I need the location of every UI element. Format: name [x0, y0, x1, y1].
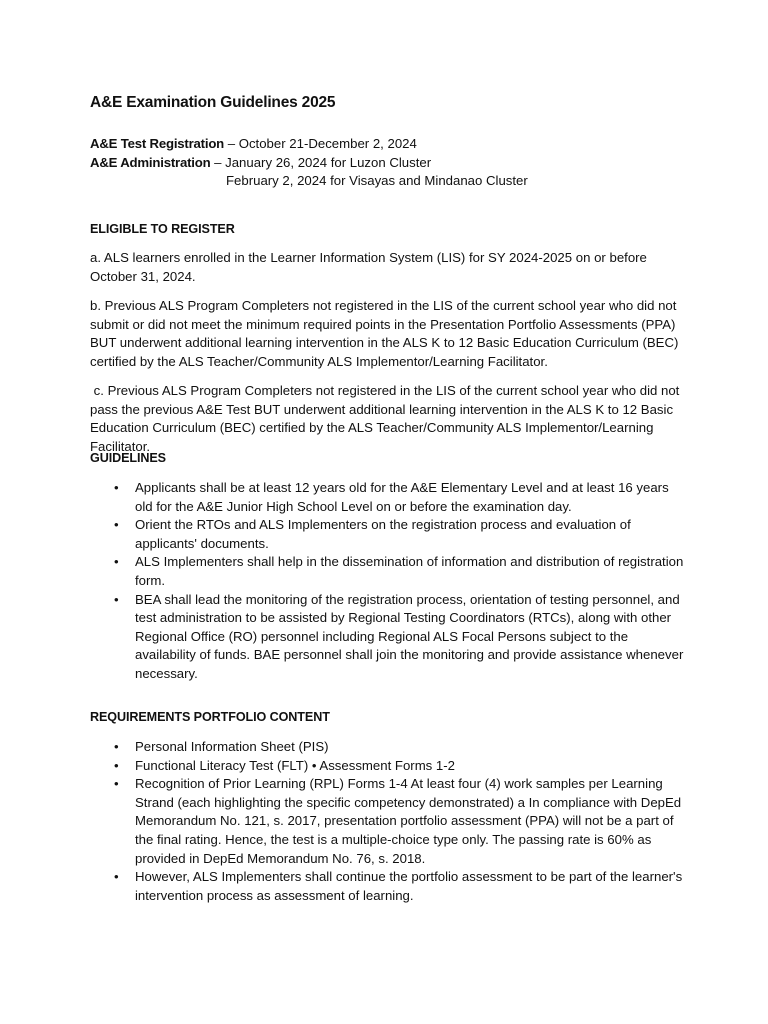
requirements-list	[90, 738, 686, 905]
guideline-text: BEA shall lead the monitoring of the registration process, orientation of testing personnel, and test administration to be assisted by Regional Testing Coordinators (RTCs), along with other Regional Office (RO) personnel including Regional ALS Focal Persons subject to the availability of funds. BAE personnel shall join the monitoring and provide assistance whenever necessary.	[135, 591, 684, 681]
guidelines-heading: GUIDELINES	[90, 451, 166, 465]
bullet-icon: •	[114, 591, 119, 607]
requirement-text: Personal Information Sheet (PIS)	[135, 739, 329, 754]
registration-value: – October 21-December 2, 2024	[224, 136, 417, 151]
eligible-heading: ELIGIBLE TO REGISTER	[90, 222, 235, 236]
eligible-item-a: a. ALS learners enrolled in the Learner Information System (LIS) for SY 2024-2025 on or before October 31, 2024.	[90, 250, 647, 284]
bullet-icon: •	[114, 739, 119, 754]
guideline-text: Orient the RTOs and ALS Implementers on the registration process and evaluation of applicants' documents.	[135, 517, 631, 551]
requirement-text: Recognition of Prior Learning (RPL) Forms 1-4 At least four (4) work samples per Learning Strand (each highlighting the specific competency demonstrated) a In compliance with DepEd Memorandum No. 121, s. 2017, presentation portfolio assessment (PPA) will not be a part of the final rating. Hence, the test is a multiple-choice type only. The passing rate is 60% as provided in DepEd Memorandum No. 76, s. 2018.	[135, 776, 682, 866]
bullet-icon: •	[114, 869, 119, 885]
list-item	[90, 479, 686, 516]
document-title: A&E Examination Guidelines 2025	[90, 94, 336, 111]
guideline-text: ALS Implementers shall help in the dissemination of information and distribution of registration form.	[135, 554, 684, 588]
administration-value: – January 26, 2024 for Luzon Cluster	[210, 154, 432, 170]
eligible-item-b: b. Previous ALS Program Completers not registered in the LIS of the current school year who did not submit or did not meet the minimum required points in the Presentation Portfolio Assessments (PPA) BUT underwent additional learning intervention in the ALS K to 12 Basic Education Curriculum (BEC) certified by the ALS Teacher/Community ALS Implementor/Learning Facilitator.	[90, 298, 679, 369]
administration-value-2: February 2, 2024 for Visayas and Mindanao Cluster	[226, 173, 528, 189]
administration-line-2	[90, 172, 690, 191]
list-item	[90, 738, 686, 757]
requirement-text: However, ALS Implementers shall continue the portfolio assessment to be part of the learner's intervention process as assessment of learning.	[135, 869, 683, 903]
requirement-text: Functional Literacy Test (FLT) • Assessment Forms 1-2	[135, 757, 455, 773]
requirements-heading: REQUIREMENTS PORTFOLIO CONTENT	[90, 710, 330, 724]
administration-label: A&E Administration	[90, 154, 211, 170]
eligible-item-c: c. Previous ALS Program Completers not registered in the LIS of the current school year who did not pass the previous A&E Test BUT underwent additional learning intervention in the ALS K to 12 Basic Education Curriculum (BEC) certified by the ALS Teacher/Community ALS Implementor/Learning Facilitator.	[90, 383, 684, 454]
list-item	[90, 868, 686, 905]
bullet-icon: •	[114, 757, 119, 773]
schedule-block	[90, 135, 690, 191]
list-item	[90, 553, 686, 590]
bullet-icon: •	[114, 517, 119, 533]
guideline-text: Applicants shall be at least 12 years old for the A&E Elementary Level and at least 16 years old for the A&E Junior High School Level on or before the examination day.	[135, 480, 669, 514]
registration-line	[90, 135, 690, 154]
bullet-icon: •	[114, 776, 119, 792]
registration-label: A&E Test Registration	[90, 136, 225, 151]
list-item	[90, 757, 686, 776]
list-item	[90, 591, 686, 684]
bullet-icon: •	[114, 480, 119, 495]
list-item	[90, 775, 686, 868]
administration-line	[90, 154, 690, 173]
list-item	[90, 516, 686, 553]
bullet-icon: •	[114, 554, 119, 570]
guidelines-list	[90, 479, 686, 684]
